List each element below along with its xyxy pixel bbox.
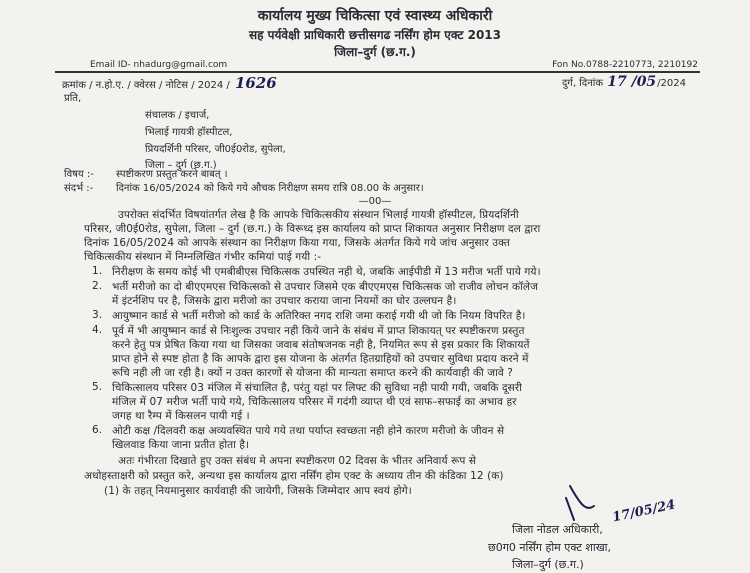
ref-number-hand: 1626 <box>234 74 277 92</box>
point-number: 3. <box>92 309 103 321</box>
reference-label: संदर्भ :- <box>64 183 94 194</box>
ref-date-suffix: /2024 <box>657 78 686 89</box>
body-line: परिसर, जी0ई0रोड, सुपेला, जिला – दुर्ग (छ.ग.) के विरूध्द इस कार्यालय को प्राप्त शिकायत अनुसार निरीक्षण दल द्वारा <box>84 223 541 235</box>
body-line: दिनांक 16/05/2024 को आपके संस्थान का निरीक्षण किया गया, जिसके अंतर्गत किये गये जांच अनुसार उक्त <box>84 237 510 249</box>
ref-number <box>62 74 277 92</box>
point-number: 6. <box>92 424 103 436</box>
signatory-dept: छ0ग0 नर्सिंग होम एक्ट शाखा, <box>488 541 612 554</box>
recipient-line: भिलाई गायत्री हॉस्पीटल, <box>145 127 233 138</box>
point-number: 1. <box>92 265 103 277</box>
point-line: करने हेतु पत्र प्रेषित किया गया था जिसका जवाब संतोषजनक नही है, नियमित रूप से इस प्रकार कि शिकायतें <box>112 339 530 351</box>
point-line: प्राप्त होने से स्पष्ट होता है कि आपके द्वारा इस योजना के अंतर्गत हितग्राहियों को उपचार सुविधा प्रदाय करने में <box>112 353 529 365</box>
point-number: 4. <box>92 324 103 336</box>
point-number: 2. <box>92 280 103 292</box>
point-line: ओटी कक्ष /दिलवरी कक्ष अव्यवस्थित पाये गये तथा पर्याप्त स्वच्छता नही होने कारण मरीजो के जीवन से <box>112 425 505 437</box>
ref-date <box>562 74 686 90</box>
email-line: Email ID- nhadurg@gmail.com <box>90 60 228 70</box>
point-line: चिकित्सालय परिसर 03 मंजिल में संचालित है, परंतु यहां पर लिफ्ट की सुविधा नही पायी गयी, जबकि दूसरी <box>112 382 522 394</box>
header-rule <box>55 71 700 73</box>
signature-date-hand: 17/05/24 <box>611 497 677 526</box>
point-line: आयुष्मान कार्ड से भर्ती मरीजो को कार्ड के अतिरिक्त नगद राशि जमा कराई गयी थी जो कि नियम विपरित है। <box>112 310 526 322</box>
signatory-title: जिला नोडल अधिकारी, <box>512 523 603 536</box>
point-line: में इंटर्नशिप पर है, जिसके द्वारा मरीजो का उपचार कराया जाना नियमों का घोर उल्लघन है। <box>112 295 457 307</box>
closing-line: अतः गंभीरता दिखाते हुए उक्त संबंध मे अपना स्पष्टीकरण 02 दिवस के भीतर अनिवार्य रूप से <box>118 455 477 467</box>
closing-line: (1) के तहत् नियमानुसार कार्यवाही की जायेगी, जिसके जिम्मेदार आप स्वयं होगे। <box>104 485 412 497</box>
recipient-line: प्रियदर्शिनी परिसर, जी0ई0रोड, सुपेला, <box>145 144 286 155</box>
signatory-district: जिला–दुर्ग (छ.ग.) <box>512 558 584 571</box>
subject-text: स्पष्टीकरण प्रस्तुत करने बाबत् । <box>116 169 228 180</box>
ref-date-prefix: दुर्ग, दिनांक <box>562 78 604 89</box>
point-number: 5. <box>92 381 103 393</box>
subject-label: विषय :- <box>64 169 94 180</box>
body-line: उपरोक्त संदर्भित विषयांतर्गत लेख है कि आपके चिकित्सकीय संस्थान भिलाई गायत्री हॉस्पीटल, प्रियदर्शिनी <box>118 209 519 221</box>
recipient-line: जिला – दुर्ग (छ.ग.) <box>145 160 217 171</box>
recipient-line: संचालक / इचार्ज, <box>145 110 210 121</box>
closing-line: अधोहस्ताक्षरी को प्रस्तुत करे, अन्यथा इस कार्यालय द्वारा नर्सिंग होम एक्ट के अध्याय तीन की कंडिका 12 (क) <box>84 470 504 482</box>
point-line: रूचि नही ली जा रही है। क्यों न उक्त कारणों से योजना की मान्यता समाप्त करने की कार्यवाही की जावे ? <box>112 367 513 379</box>
point-line: मंजिल में 07 मरीज भर्ती पाये गये, चिकित्सालय परिसर में गदंगी व्याप्त थी एवं साफ–सफाई का अभाव हर <box>112 396 517 408</box>
point-line: भर्ती मरीजो का दो बीएएमएस चिकित्सको से उपचार जिसमे एक बीएएमएस चिकित्सक जो राजीव लोचन कॉलेज <box>112 281 538 293</box>
body-line: चिकित्सकीय संस्थान में निम्नलिखित गंभीर कमियां पाई गयी :- <box>84 251 322 263</box>
ref-number-prefix: क्रमांक / न.हो.ए. / क्वेरस / नोटिस / 2024 / <box>62 80 230 91</box>
point-line: निरीक्षण के समय कोई भी एमबीबीएस चिकित्सक उपस्थित नही थे, जबकि आईपीडी में 13 मरीज भर्ती पाये गये। <box>112 266 541 278</box>
point-line: पूर्व में भी आयुष्मान कार्ड से निःशुल्क उपचार नही किये जाने के संबंध में प्राप्त शिकायत् पर स्पष्टीकरण प्रस्तुत <box>112 325 525 337</box>
reference-text: दिनांक 16/05/2024 को किये गये औचक निरीक्षण समय रात्रि 08.00 के अनुसार। <box>116 183 424 194</box>
ref-date-hand: 17 /05 <box>607 74 657 90</box>
phone-line: Fon No.0788-2210773, 2210192 <box>552 60 698 70</box>
supervisor-line: सह पर्यवेक्षी प्राधिकारी छत्तीसगढ नर्सिंग होम एक्ट 2013 <box>248 28 501 42</box>
prati-label: प्रति, <box>64 93 82 104</box>
point-line: जगह था रैम्प में किसलन पायी गई । <box>112 410 250 422</box>
point-line: खिलवाड किया जाना प्रतीत होता है। <box>112 439 250 451</box>
office-title: कार्यालय मुख्य चिकित्सा एवं स्वास्थ्य अधिकारी <box>257 8 493 24</box>
divider: —00— <box>358 196 392 207</box>
district-line: जिला–दुर्ग (छ.ग.) <box>334 45 416 59</box>
